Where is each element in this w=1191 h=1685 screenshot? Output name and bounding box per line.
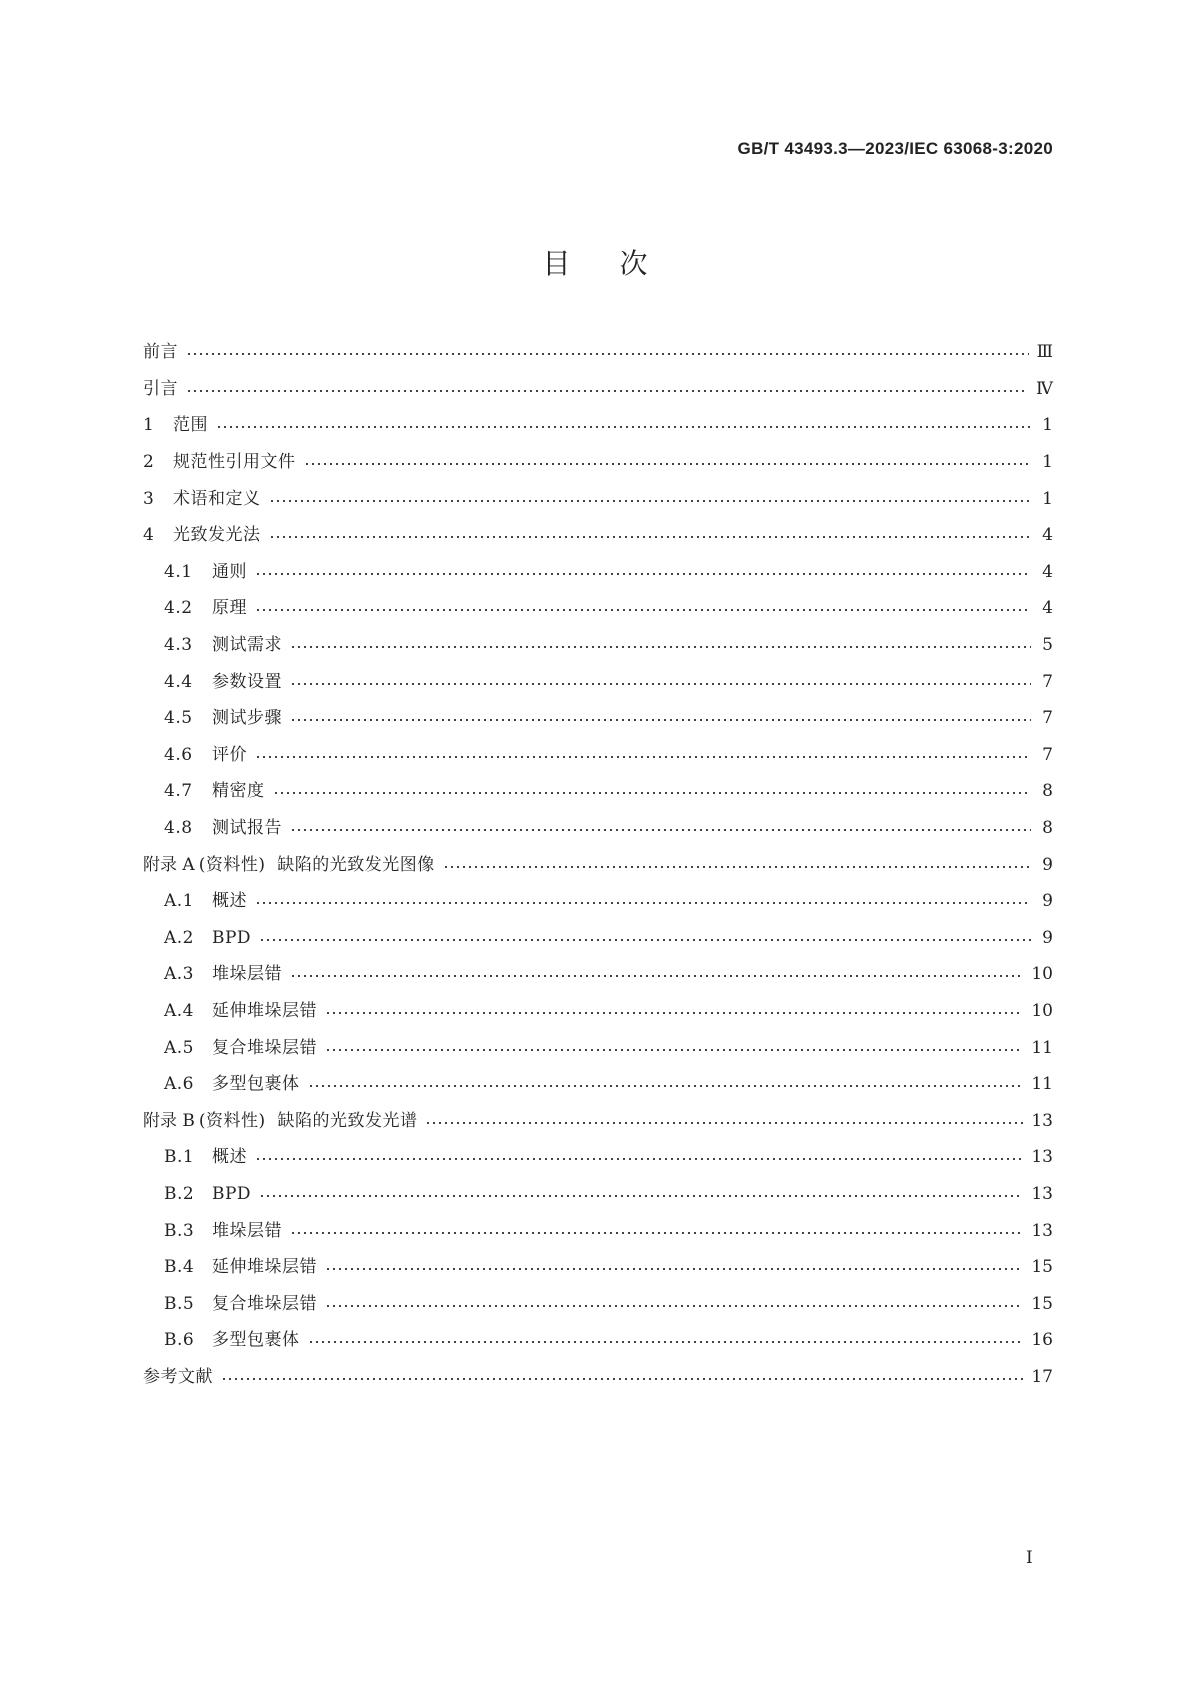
toc-entry-number: 4.3 — [164, 635, 193, 656]
toc-entry-page: 4 — [1042, 598, 1053, 619]
toc-dot-leader — [221, 1378, 1023, 1380]
toc-dot-leader — [290, 975, 1023, 977]
toc-entry[interactable] — [143, 920, 1053, 957]
toc-dot-leader — [216, 426, 1031, 428]
toc-entry-label: 规范性引用文件 — [173, 452, 296, 473]
toc-entry[interactable] — [143, 1212, 1053, 1249]
toc-dot-leader — [308, 1085, 1024, 1087]
toc-entry-number: B.2 — [164, 1183, 195, 1204]
toc-dot-leader — [259, 939, 1031, 941]
toc-entry[interactable] — [143, 554, 1053, 591]
toc-entry-label: 延伸堆垛层错 — [212, 1000, 317, 1021]
toc-entry-number: 4.7 — [164, 781, 193, 802]
toc-dot-leader — [255, 756, 1031, 758]
toc-dot-leader — [255, 573, 1031, 575]
toc-dot-leader — [290, 829, 1031, 831]
toc-entry-label: 概述 — [212, 1147, 247, 1168]
toc-entry-page: 7 — [1042, 671, 1053, 692]
toc-entry[interactable] — [143, 1322, 1053, 1359]
toc-entry[interactable] — [143, 1066, 1053, 1103]
toc-entry[interactable] — [143, 371, 1053, 408]
toc-entry-number: 1 — [143, 415, 154, 436]
toc-dot-leader — [325, 1012, 1023, 1014]
toc-entry[interactable] — [143, 956, 1053, 993]
toc-entry[interactable] — [143, 1029, 1053, 1066]
toc-entry-label: 测试报告 — [212, 818, 282, 839]
toc-entry-page: 10 — [1031, 1000, 1053, 1021]
toc-entry-page: 11 — [1031, 1037, 1053, 1058]
toc-entry-number: 附录 A — [143, 854, 195, 875]
toc-entry-label: 延伸堆垛层错 — [212, 1257, 317, 1278]
toc-entry-label: 堆垛层错 — [212, 1220, 282, 1241]
toc-entry-number: A.3 — [164, 964, 194, 985]
toc-entry-page: 9 — [1042, 927, 1053, 948]
toc-entry[interactable] — [143, 627, 1053, 664]
toc-entry-label: 堆垛层错 — [212, 964, 282, 985]
toc-entry-page: 17 — [1031, 1366, 1053, 1387]
toc-dot-leader — [255, 1158, 1023, 1160]
toc-entry-page: 1 — [1042, 452, 1053, 473]
toc-entry-label: 原理 — [212, 598, 247, 619]
toc-entry-page: 8 — [1042, 818, 1053, 839]
toc-title-char-1: 目 — [542, 247, 572, 280]
toc-dot-leader — [273, 792, 1032, 794]
toc-dot-leader — [325, 1305, 1023, 1307]
toc-entry-number: B.4 — [164, 1257, 195, 1278]
toc-entry-label: 复合堆垛层错 — [212, 1293, 317, 1314]
toc-entry-number: 4.8 — [164, 818, 193, 839]
toc-title — [0, 242, 1191, 282]
toc-entry-page: 9 — [1042, 891, 1053, 912]
toc-entry[interactable] — [143, 883, 1053, 920]
toc-entry-label: 范围 — [173, 415, 208, 436]
toc-dot-leader — [290, 646, 1031, 648]
toc-entry-label: 引言 — [143, 378, 178, 399]
toc-entry-number: B.5 — [164, 1293, 195, 1314]
toc-entry-label: 通则 — [212, 561, 247, 582]
toc-entry-label: (资料性) 缺陷的光致发光图像 — [198, 854, 435, 875]
toc-entry-label: 测试步骤 — [212, 708, 282, 729]
toc-entry-number: B.6 — [164, 1330, 195, 1351]
toc-dot-leader — [269, 536, 1032, 538]
toc-entry-page: 7 — [1042, 744, 1053, 765]
toc-dot-leader — [186, 390, 1028, 392]
toc-entry[interactable] — [143, 1139, 1053, 1176]
toc-entry[interactable] — [143, 334, 1053, 371]
table-of-contents — [143, 334, 1053, 1395]
toc-entry-page: 13 — [1031, 1220, 1053, 1241]
toc-entry-label: BPD — [212, 1183, 252, 1204]
toc-entry-label: 光致发光法 — [173, 525, 261, 546]
toc-entry-label: 参数设置 — [212, 671, 282, 692]
toc-entry-number: 4.4 — [164, 671, 193, 692]
toc-entry-label: 复合堆垛层错 — [212, 1037, 317, 1058]
toc-entry[interactable] — [143, 700, 1053, 737]
toc-entry[interactable] — [143, 444, 1053, 481]
toc-entry-page: 15 — [1031, 1293, 1053, 1314]
toc-dot-leader — [290, 719, 1031, 721]
toc-entry-number: 4 — [143, 525, 154, 546]
page-folio: I — [1026, 1548, 1033, 1568]
toc-entry[interactable] — [143, 407, 1053, 444]
toc-entry-page: 15 — [1031, 1257, 1053, 1278]
toc-entry-label: 精密度 — [212, 781, 265, 802]
toc-entry-number: 3 — [143, 488, 154, 509]
toc-entry-page: 13 — [1031, 1183, 1053, 1204]
toc-entry-label: 术语和定义 — [173, 488, 261, 509]
toc-entry-label: BPD — [212, 927, 252, 948]
toc-entry-page: Ⅳ — [1036, 378, 1053, 399]
toc-dot-leader — [290, 683, 1031, 685]
toc-dot-leader — [304, 463, 1032, 465]
toc-entry-label: 概述 — [212, 891, 247, 912]
toc-entry-page: 5 — [1042, 635, 1053, 656]
toc-entry-label: 评价 — [212, 744, 247, 765]
toc-dot-leader — [308, 1341, 1024, 1343]
toc-entry[interactable] — [143, 993, 1053, 1030]
toc-entry[interactable] — [143, 480, 1053, 517]
toc-entry[interactable] — [143, 810, 1053, 847]
toc-entry[interactable] — [143, 1249, 1053, 1286]
toc-entry-number: B.1 — [164, 1147, 195, 1168]
toc-entry-number: A.2 — [164, 927, 194, 948]
toc-entry-label: 测试需求 — [212, 635, 282, 656]
toc-entry-page: 13 — [1031, 1110, 1053, 1131]
toc-entry-number: B.3 — [164, 1220, 195, 1241]
toc-entry-page: 7 — [1042, 708, 1053, 729]
toc-entry[interactable] — [143, 846, 1053, 883]
toc-entry-number: 4.1 — [164, 561, 193, 582]
toc-dot-leader — [255, 609, 1031, 611]
toc-entry[interactable] — [143, 1102, 1053, 1139]
toc-entry-page: 1 — [1042, 488, 1053, 509]
toc-dot-leader — [425, 1122, 1023, 1124]
toc-entry-page: 11 — [1031, 1074, 1053, 1095]
toc-entry-label: 多型包裹体 — [212, 1330, 300, 1351]
toc-entry-number: 4.2 — [164, 598, 193, 619]
toc-entry[interactable] — [143, 663, 1053, 700]
toc-entry[interactable] — [143, 737, 1053, 774]
toc-dot-leader — [325, 1049, 1023, 1051]
toc-entry-number: 4.6 — [164, 744, 193, 765]
toc-entry-page: 10 — [1031, 964, 1053, 985]
toc-dot-leader — [269, 500, 1032, 502]
toc-entry-number: 4.5 — [164, 708, 193, 729]
toc-entry-label: (资料性) 缺陷的光致发光谱 — [198, 1110, 418, 1131]
toc-dot-leader — [443, 866, 1031, 868]
toc-entry-page: 13 — [1031, 1147, 1053, 1168]
toc-entry[interactable] — [143, 590, 1053, 627]
toc-entry-page: 4 — [1042, 525, 1053, 546]
toc-entry-page: 16 — [1031, 1330, 1053, 1351]
toc-entry-label: 前言 — [143, 342, 178, 363]
toc-entry-number: 2 — [143, 452, 154, 473]
toc-entry[interactable] — [143, 517, 1053, 554]
toc-dot-leader — [325, 1268, 1023, 1270]
toc-entry[interactable] — [143, 773, 1053, 810]
toc-entry-label: 参考文献 — [143, 1366, 213, 1387]
toc-dot-leader — [255, 902, 1031, 904]
toc-entry[interactable] — [143, 1359, 1053, 1396]
toc-entry-page: 8 — [1042, 781, 1053, 802]
toc-dot-leader — [186, 353, 1029, 355]
toc-dot-leader — [290, 1232, 1023, 1234]
toc-entry[interactable] — [143, 1176, 1053, 1213]
toc-entry-number: A.1 — [164, 891, 194, 912]
toc-entry-number: 附录 B — [143, 1110, 195, 1131]
toc-entry-page: 4 — [1042, 561, 1053, 582]
toc-entry[interactable] — [143, 1285, 1053, 1322]
toc-entry-label: 多型包裹体 — [212, 1074, 300, 1095]
toc-entry-number: A.6 — [164, 1074, 194, 1095]
toc-title-char-2: 次 — [619, 247, 649, 280]
standard-number: GB/T 43493.3—2023/IEC 63068-3:2020 — [737, 139, 1053, 158]
toc-entry-page: 9 — [1042, 854, 1053, 875]
toc-dot-leader — [259, 1195, 1023, 1197]
toc-entry-page: 1 — [1042, 415, 1053, 436]
toc-entry-number: A.5 — [164, 1037, 194, 1058]
toc-entry-number: A.4 — [164, 1000, 194, 1021]
toc-entry-page: Ⅲ — [1036, 342, 1053, 363]
